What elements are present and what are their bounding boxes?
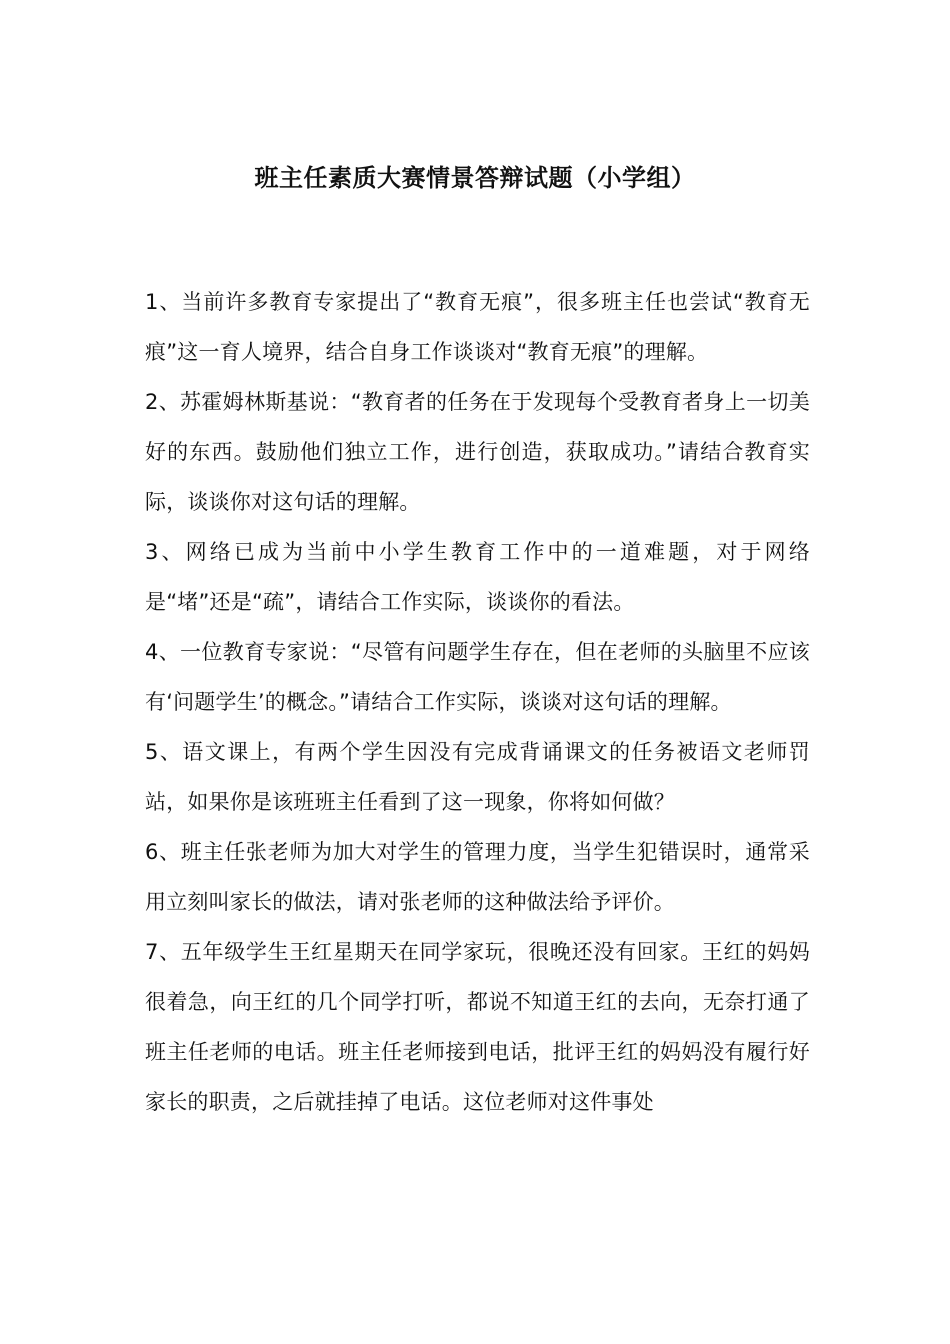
- question-item: 3、网络已成为当前中小学生教育工作中的一道难题，对于网络是“堵”还是“疏”，请结合工作实际，谈谈你的看法。: [145, 540, 810, 614]
- question-item: 6、班主任张老师为加大对学生的管理力度，当学生犯错误时，通常采用立刻叫家长的做法，请对张老师的这种做法给予评价。: [145, 840, 810, 914]
- question-item: 1、当前许多教育专家提出了“教育无痕”，很多班主任也尝试“教育无痕”这一育人境界，结合自身工作谈谈对“教育无痕”的理解。: [145, 290, 810, 364]
- document-title: 班主任素质大赛情景答辩试题（小学组）: [254, 164, 696, 192]
- question-item: 5、语文课上，有两个学生因没有完成背诵课文的任务被语文老师罚站，如果你是该班班主任看到了这一现象，你将如何做？: [145, 740, 810, 814]
- question-item: 7、五年级学生王红星期天在同学家玩，很晚还没有回家。王红的妈妈很着急，向王红的几个同学打听，都说不知道王红的去向，无奈打通了班主任老师的电话。班主任老师接到电话，批评王红的妈妈没有履行好家长的职责，之后就挂掉了电话。这位老师对这件事处: [145, 940, 810, 1114]
- question-item: 2、苏霍姆林斯基说：“教育者的任务在于发现每个受教育者身上一切美好的东西。鼓励他们独立工作，进行创造，获取成功。”请结合教育实际，谈谈你对这句话的理解。: [145, 390, 810, 514]
- question-item: 4、一位教育专家说：“尽管有问题学生存在，但在老师的头脑里不应该有‘问题学生’的概念。”请结合工作实际，谈谈对这句话的理解。: [145, 640, 810, 714]
- question-list: [145, 277, 810, 1127]
